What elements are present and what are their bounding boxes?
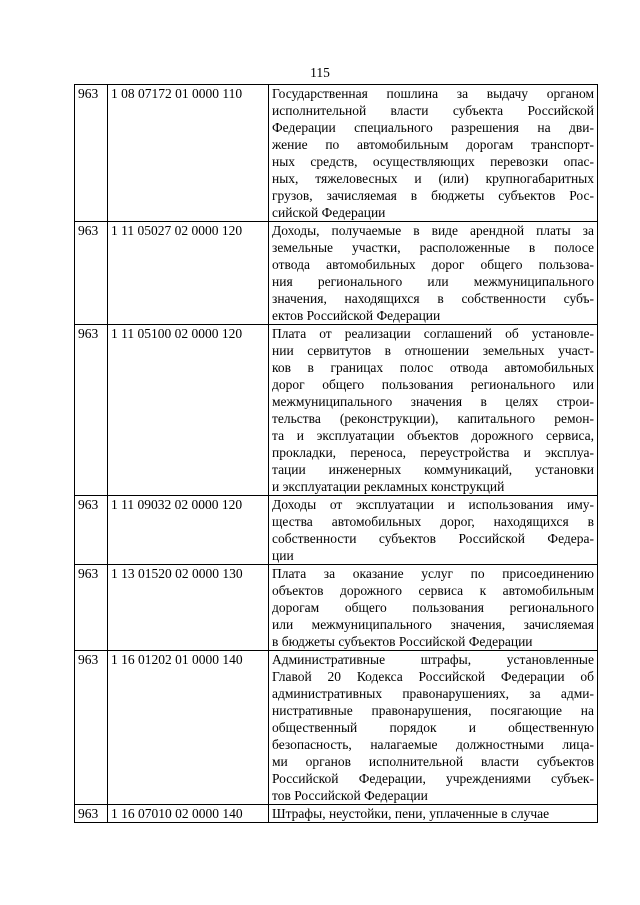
admin-code-cell: 963 [75,222,108,325]
description-line: земельные участки, расположенные в полосе [272,240,594,255]
description-line: Доходы от эксплуатации и использования иму- [272,497,594,512]
budget-classification-code-cell: 1 08 07172 01 0000 110 [108,85,269,222]
revenue-description-cell [269,805,598,823]
table-row [75,222,598,325]
description-line: и эксплуатации рекламных конструкций [272,479,505,494]
description-line: административных правонарушениях, за адми- [272,686,594,701]
description-line: отвода автомобильных дорог общего пользова- [272,257,594,272]
revenue-description-cell [269,325,598,496]
description-line: в бюджеты субъектов Российской Федерации [272,634,533,649]
description-line: или межмуниципального значения, зачисляемая [272,617,594,632]
description-line: дорогам общего пользования регионального [272,600,594,615]
description-line: прокладки, переноса, переустройства и эксплуа- [272,445,594,460]
description-line: Государственная пошлина за выдачу органом [272,86,594,101]
description-line: нистративные правонарушения, посягающие на [272,703,594,718]
description-line: Плата за оказание услуг по присоединению [272,566,594,581]
description-line: дорог общего пользования регионального или [272,377,594,392]
table-row [75,651,598,805]
description-line: ных, тяжеловесных и (или) крупногабаритных [272,171,594,186]
admin-code-cell: 963 [75,565,108,651]
revenue-description-cell [269,222,598,325]
description-line: жение по автомобильным дорогам транспорт- [272,137,594,152]
description-line: исполнительной власти субъекта Российской [272,103,594,118]
description-line: та и эксплуатации объектов дорожного сервиса, [272,428,594,443]
revenue-description-cell [269,496,598,565]
revenue-description-cell [269,651,598,805]
table-row [75,85,598,222]
description-line: Плата от реализации соглашений об установле- [272,326,594,341]
description-line: Главой 20 Кодекса Российской Федерации об [272,669,594,684]
description-line: межмуниципального значения в целях строи- [272,394,594,409]
budget-classification-code-cell: 1 16 01202 01 0000 140 [108,651,269,805]
budget-classification-code-cell: 1 11 09032 02 0000 120 [108,496,269,565]
description-line: сийской Федерации [272,205,386,220]
budget-classification-code-cell: 1 16 07010 02 0000 140 [108,805,269,823]
description-line: безопасность, налагаемые должностными лица- [272,737,594,752]
description-line: общественный порядок и общественную [272,720,594,735]
admin-code-cell: 963 [75,325,108,496]
description-line: ми органов исполнительной власти субъектов [272,754,594,769]
admin-code-cell: 963 [75,85,108,222]
description-line: тации инженерных коммуникаций, установки [272,462,594,477]
table-row [75,496,598,565]
description-line: ков в границах полос отвода автомобильных [272,360,594,375]
description-line: ных средств, осуществляющих перевозки опас- [272,154,594,169]
description-line: грузов, зачисляемая в бюджеты субъектов Рос- [272,188,594,203]
description-line: нии сервитутов в отношении земельных участ- [272,343,594,358]
admin-code-cell: 963 [75,651,108,805]
budget-classification-code-cell: 1 11 05027 02 0000 120 [108,222,269,325]
description-line: тельства (реконструкции), капитального ремон- [272,411,594,426]
description-line: объектов дорожного сервиса к автомобильным [272,583,594,598]
description-line: щества автомобильных дорог, находящихся в [272,514,594,529]
description-line: ния регионального или межмуниципального [272,274,594,289]
description-line: Доходы, получаемые в виде арендной платы за [272,223,594,238]
table-row [75,565,598,651]
description-line: Штрафы, неустойки, пени, уплаченные в случае [272,806,550,821]
budget-classification-code-cell: 1 11 05100 02 0000 120 [108,325,269,496]
description-line: ции [272,548,294,563]
table-row [75,325,598,496]
description-line: собственности субъектов Российской Федера- [272,531,594,546]
description-line: Российской Федерации, учреждениями субъек- [272,771,594,786]
admin-code-cell: 963 [75,496,108,565]
page-number: 115 [310,65,330,80]
table-row [75,805,598,823]
table-body [75,85,598,823]
description-line: Федерации специального разрешения на дви- [272,120,594,135]
description-line: значения, находящихся в собственности субъ- [272,291,594,306]
revenue-description-cell [269,85,598,222]
description-line: Административные штрафы, установленные [272,652,594,667]
budget-classification-code-cell: 1 13 01520 02 0000 130 [108,565,269,651]
description-line: тов Российской Федерации [272,788,428,803]
admin-code-cell: 963 [75,805,108,823]
revenue-description-cell [269,565,598,651]
budget-revenue-table [74,84,598,823]
description-line: ектов Российской Федерации [272,308,441,323]
